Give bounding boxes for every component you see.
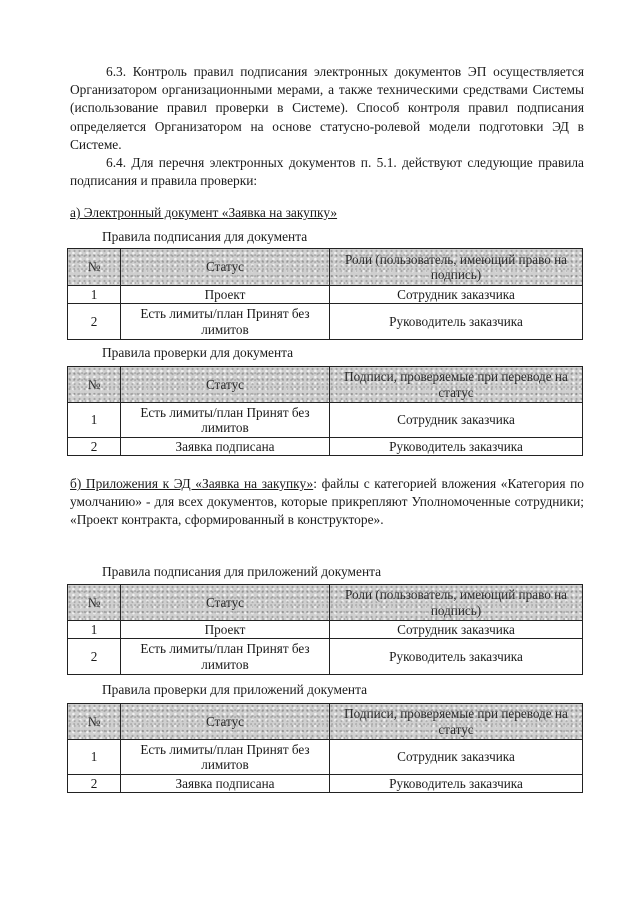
cell-number: 1 bbox=[68, 286, 121, 304]
cell-status: Есть лимиты/план Принят без лимитов bbox=[121, 304, 330, 340]
cell-number: 1 bbox=[68, 403, 121, 438]
table-row bbox=[68, 438, 583, 456]
cell-status: Заявка подписана bbox=[121, 775, 330, 793]
cell-number: 2 bbox=[68, 304, 121, 340]
section-b-paragraph bbox=[70, 475, 584, 530]
signing-rules-caption: Правила подписания для документа bbox=[102, 229, 308, 244]
cell-number: 2 bbox=[68, 438, 121, 456]
cell-number: 2 bbox=[68, 639, 121, 675]
header-roles: Роли (пользователь, имеющий право на подпись) bbox=[330, 249, 583, 286]
header-number: № bbox=[68, 585, 121, 621]
cell-status: Проект bbox=[121, 286, 330, 304]
attachments-check-caption: Правила проверки для приложений документа bbox=[102, 682, 368, 697]
attachments-signing-caption: Правила подписания для приложений документа bbox=[102, 564, 382, 579]
cell-role: Сотрудник заказчика bbox=[330, 403, 583, 438]
paragraph-6-3: 6.3. Контроль правил подписания электронных документов ЭП осуществляется Организатором организационными мерами, а также техническими средствами Системы (использование правил проверки в Системе). Способ контроля правил подписания определяется Организатором на основе статусно-ролевой модели подготовки ЭД в Системе. bbox=[70, 64, 584, 152]
header-number: № bbox=[68, 704, 121, 740]
section-b-text: : файлы с категорией вложения «Категория по умолчанию» - для всех документов, которые прикрепляют Уполномоченные сотрудники; «Проект контракта, сформированный в конструкторе». bbox=[70, 476, 585, 528]
cell-status: Есть лимиты/план Принят без лимитов bbox=[121, 639, 330, 675]
attachments-check-table bbox=[67, 703, 583, 793]
cell-role: Руководитель заказчика bbox=[330, 639, 583, 675]
section-b-heading: б) Приложения к ЭД «Заявка на закупку» bbox=[70, 476, 314, 491]
table-header-row bbox=[68, 367, 583, 403]
cell-number: 1 bbox=[68, 621, 121, 639]
table-row bbox=[68, 775, 583, 793]
header-number: № bbox=[68, 367, 121, 403]
cell-role: Руководитель заказчика bbox=[330, 438, 583, 456]
cell-role: Сотрудник заказчика bbox=[330, 286, 583, 304]
table-row bbox=[68, 304, 583, 340]
header-status: Статус bbox=[121, 249, 330, 286]
cell-role: Сотрудник заказчика bbox=[330, 621, 583, 639]
cell-status: Есть лимиты/план Принят без лимитов bbox=[121, 740, 330, 775]
signing-rules-table bbox=[67, 248, 583, 340]
attachments-signing-table bbox=[67, 584, 583, 675]
header-signatures: Подписи, проверяемые при переводе на статус bbox=[330, 704, 583, 740]
section-a-heading: а) Электронный документ «Заявка на закупку» bbox=[70, 205, 338, 220]
cell-number: 2 bbox=[68, 775, 121, 793]
cell-status: Заявка подписана bbox=[121, 438, 330, 456]
table-header-row bbox=[68, 704, 583, 740]
table-row bbox=[68, 639, 583, 675]
check-rules-caption: Правила проверки для документа bbox=[102, 345, 294, 360]
table-header-row bbox=[68, 249, 583, 286]
table-row bbox=[68, 621, 583, 639]
check-rules-table bbox=[67, 366, 583, 456]
header-status: Статус bbox=[121, 585, 330, 621]
header-status: Статус bbox=[121, 704, 330, 740]
header-status: Статус bbox=[121, 367, 330, 403]
cell-role: Руководитель заказчика bbox=[330, 304, 583, 340]
cell-number: 1 bbox=[68, 740, 121, 775]
table-row bbox=[68, 403, 583, 438]
cell-status: Проект bbox=[121, 621, 330, 639]
header-number: № bbox=[68, 249, 121, 286]
cell-status: Есть лимиты/план Принят без лимитов bbox=[121, 403, 330, 438]
table-row bbox=[68, 286, 583, 304]
header-signatures: Подписи, проверяемые при переводе на статус bbox=[330, 367, 583, 403]
cell-role: Руководитель заказчика bbox=[330, 775, 583, 793]
table-header-row bbox=[68, 585, 583, 621]
header-roles: Роли (пользователь, имеющий право на подпись) bbox=[330, 585, 583, 621]
paragraph-6-4: 6.4. Для перечня электронных документов п. 5.1. действуют следующие правила подписания и правила проверки: bbox=[70, 155, 584, 189]
table-row bbox=[68, 740, 583, 775]
cell-role: Сотрудник заказчика bbox=[330, 740, 583, 775]
